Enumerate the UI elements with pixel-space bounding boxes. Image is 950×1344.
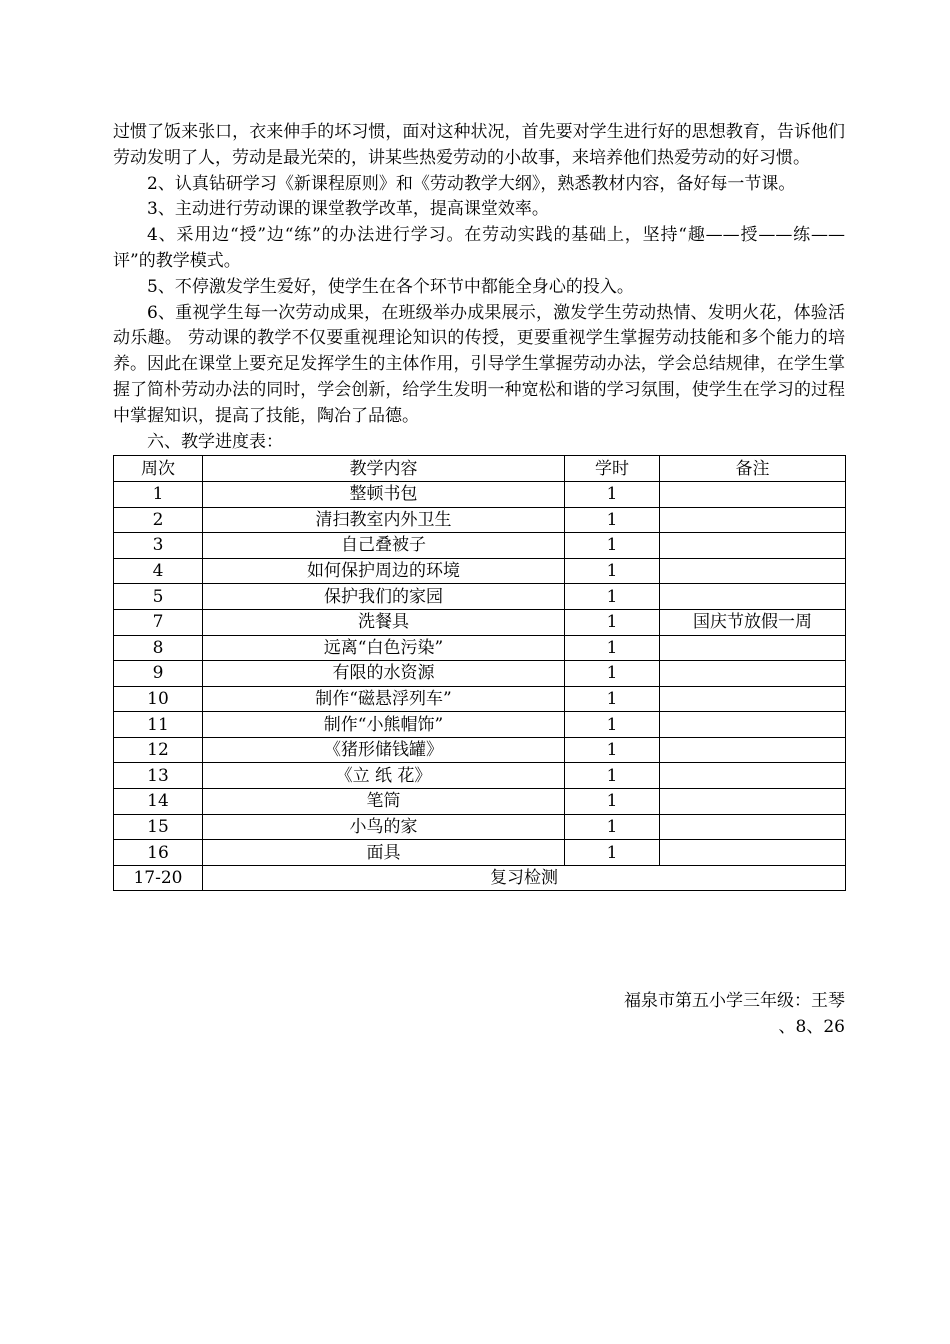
table-row	[114, 661, 846, 687]
cell-week: 1	[114, 481, 203, 507]
cell-week: 14	[114, 789, 203, 815]
cell-note	[660, 840, 846, 866]
table-row	[114, 789, 846, 815]
cell-hours: 1	[565, 558, 660, 584]
cell-content: 清扫教室内外卫生	[203, 507, 565, 533]
cell-week: 15	[114, 814, 203, 840]
cell-note	[660, 533, 846, 559]
cell-hours: 1	[565, 481, 660, 507]
cell-week: 9	[114, 661, 203, 687]
cell-note	[660, 712, 846, 738]
cell-week: 3	[114, 533, 203, 559]
cell-content: 洗餐具	[203, 609, 565, 635]
cell-content: 自己叠被子	[203, 533, 565, 559]
cell-hours: 1	[565, 533, 660, 559]
signature-author: 福泉市第五小学三年级：王琴	[624, 991, 845, 1011]
section-title: 六、教学进度表：	[147, 431, 283, 452]
paragraph-item-3: 3、主动进行劳动课的课堂教学改革，提高课堂效率。	[147, 199, 549, 220]
cell-content: 保护我们的家园	[203, 584, 565, 610]
cell-note	[660, 814, 846, 840]
cell-content: 笔筒	[203, 789, 565, 815]
cell-note	[660, 686, 846, 712]
paragraph-continuation: 过惯了饭来张口，衣来伸手的坏习惯，面对这种状况，首先要对学生进行好的思想教育，告诉他们劳动发明了人，劳动是最光荣的，讲某些热爱劳动的小故事，来培养他们热爱劳动的好习惯。	[113, 122, 845, 168]
table-row	[114, 558, 846, 584]
cell-content: 《立 纸 花》	[203, 763, 565, 789]
cell-note	[660, 661, 846, 687]
schedule-table	[113, 455, 846, 891]
cell-hours: 1	[565, 763, 660, 789]
cell-note	[660, 763, 846, 789]
cell-note: 国庆节放假一周	[660, 609, 846, 635]
table-row	[114, 840, 846, 866]
cell-week: 2	[114, 507, 203, 533]
table-row	[114, 609, 846, 635]
table-row	[114, 686, 846, 712]
header-week: 周次	[114, 456, 203, 482]
cell-hours: 1	[565, 840, 660, 866]
table-row	[114, 635, 846, 661]
cell-content: 整顿书包	[203, 481, 565, 507]
cell-hours: 1	[565, 661, 660, 687]
cell-hours: 1	[565, 609, 660, 635]
header-notes: 备注	[660, 456, 846, 482]
table-row	[114, 507, 846, 533]
cell-content: 远离“白色污染”	[203, 635, 565, 661]
table-row	[114, 533, 846, 559]
cell-hours: 1	[565, 712, 660, 738]
cell-hours: 1	[565, 635, 660, 661]
paragraph-item-2: 2、认真钻研学习《新课程原则》和《劳动教学大纲》，熟悉教材内容，备好每一节课。	[147, 173, 796, 194]
cell-note	[660, 635, 846, 661]
cell-hours: 1	[565, 507, 660, 533]
cell-week: 16	[114, 840, 203, 866]
paragraph-item-6: 6、重视学生每一次劳动成果，在班级举办成果展示，激发学生劳动热情、发明火花，体验活动乐趣。 劳动课的教学不仅要重视理论知识的传授，更要重视学生掌握劳动技能和多个能力的培养。因此在课堂上要充足发挥学生的主体作用，引导学生掌握劳动办法，学会总结规律，在学生掌握了简朴劳动办法的同时，学会创新，给学生发明一种宽松和谐的学习氛围，使学生在学习的过程中掌握知识，提高了技能，陶冶了品德。	[113, 302, 845, 426]
cell-week: 13	[114, 763, 203, 789]
cell-content: 有限的水资源	[203, 661, 565, 687]
cell-content: 如何保护周边的环境	[203, 558, 565, 584]
cell-content: 小鸟的家	[203, 814, 565, 840]
cell-week: 5	[114, 584, 203, 610]
cell-week: 4	[114, 558, 203, 584]
cell-week: 7	[114, 609, 203, 635]
table-row	[114, 763, 846, 789]
table-row-review	[114, 865, 846, 891]
cell-week: 11	[114, 712, 203, 738]
table-row	[114, 712, 846, 738]
table-row	[114, 737, 846, 763]
table-row	[114, 814, 846, 840]
schedule-table-body	[114, 481, 846, 865]
signature-date: 、8、26	[778, 1017, 845, 1037]
cell-week: 8	[114, 635, 203, 661]
paragraph-item-4: 4、采用边“授”边“练”的办法进行学习。在劳动实践的基础上，坚持“趣——授——练——评”的教学模式。	[113, 225, 845, 271]
cell-content: 复习检测	[203, 865, 846, 891]
cell-note	[660, 481, 846, 507]
cell-hours: 1	[565, 584, 660, 610]
cell-hours: 1	[565, 814, 660, 840]
header-hours: 学时	[565, 456, 660, 482]
cell-content: 面具	[203, 840, 565, 866]
cell-note	[660, 584, 846, 610]
cell-hours: 1	[565, 789, 660, 815]
cell-content: 制作“磁悬浮列车”	[203, 686, 565, 712]
cell-hours: 1	[565, 737, 660, 763]
cell-note	[660, 789, 846, 815]
cell-week: 10	[114, 686, 203, 712]
header-content: 教学内容	[203, 456, 565, 482]
cell-note	[660, 507, 846, 533]
cell-note	[660, 737, 846, 763]
cell-note	[660, 558, 846, 584]
cell-content: 制作“小熊帽饰”	[203, 712, 565, 738]
table-row	[114, 584, 846, 610]
table-row	[114, 481, 846, 507]
cell-hours: 1	[565, 686, 660, 712]
paragraph-item-5: 5、不停激发学生爱好，使学生在各个环节中都能全身心的投入。	[147, 276, 634, 297]
cell-week: 12	[114, 737, 203, 763]
document-body	[113, 120, 845, 891]
cell-content: 《猪形储钱罐》	[203, 737, 565, 763]
signature-block	[624, 988, 845, 1040]
table-header-row	[114, 456, 846, 482]
cell-week: 17-20	[114, 865, 203, 891]
